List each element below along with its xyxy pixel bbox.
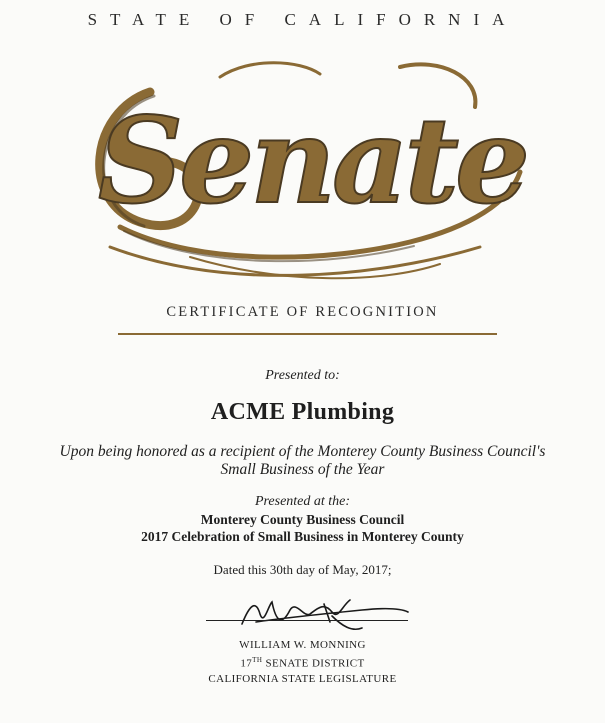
senate-emblem xyxy=(80,52,530,287)
honor-text xyxy=(0,443,605,479)
district-number: 17 xyxy=(240,657,253,670)
handwritten-signature xyxy=(212,592,422,640)
date-line: Dated this 30th day of May, 2017; xyxy=(213,562,392,577)
state-header: STATE OF CALIFORNIA xyxy=(87,10,518,29)
signer-block xyxy=(0,638,605,687)
title-divider xyxy=(118,333,497,335)
district-text: SENATE DISTRICT xyxy=(262,657,365,670)
organization-name: Monterey County Business Council xyxy=(200,512,405,527)
signer-name: WILLIAM W. MONNING xyxy=(239,639,366,651)
event-details xyxy=(0,511,605,545)
event-name: 2017 Celebration of Small Business in Monterey County xyxy=(141,529,464,544)
presented-to-label: Presented to: xyxy=(265,368,340,383)
certificate-title: CERTIFICATE OF RECOGNITION xyxy=(166,304,439,320)
signer-district xyxy=(0,653,605,672)
signature-line xyxy=(206,620,408,621)
presented-at-label: Presented at the: xyxy=(254,494,351,509)
honor-line-2: Small Business of the Year xyxy=(220,461,385,478)
emblem-word: Senate xyxy=(97,91,527,230)
recipient-name: ACME Plumbing xyxy=(210,399,395,425)
honor-line-1: Upon being honored as a recipient of the Monterey County Business Council's xyxy=(59,443,546,460)
signer-body: CALIFORNIA STATE LEGISLATURE xyxy=(208,672,397,685)
district-suffix: TH xyxy=(252,656,263,664)
